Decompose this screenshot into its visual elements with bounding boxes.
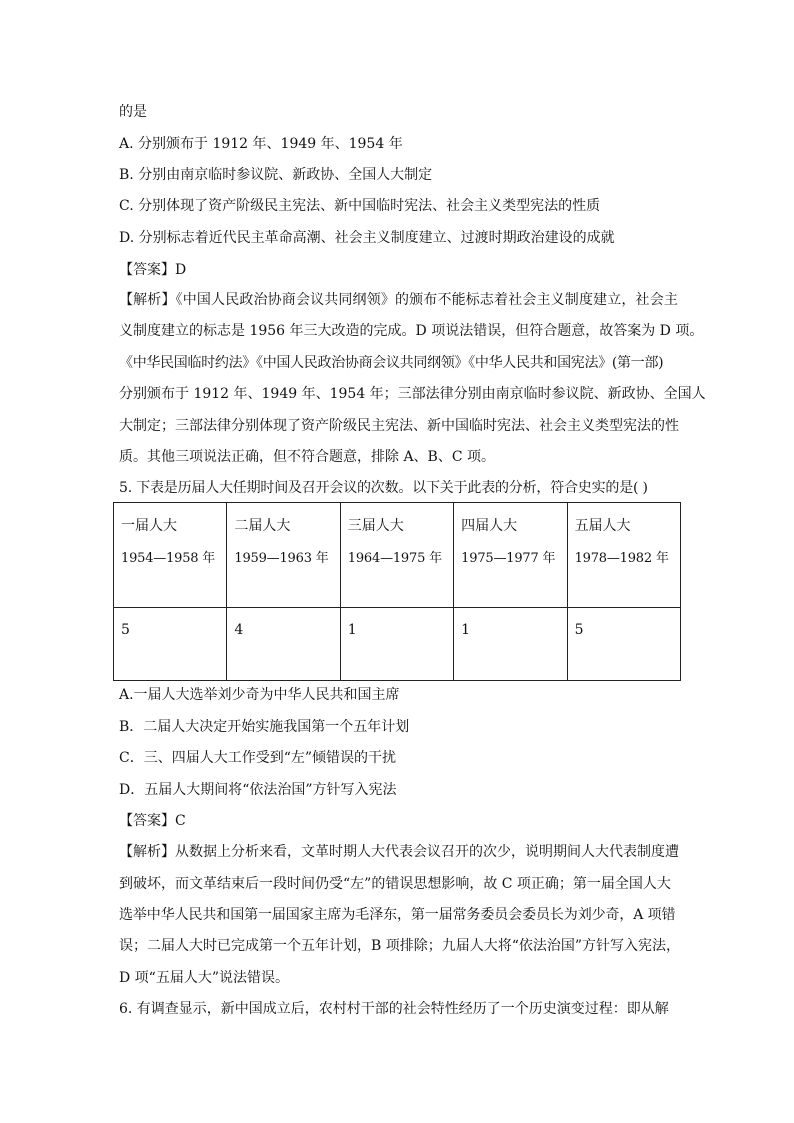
- q5-analysis-line: 误；二届人大时已完成第一个五年计划，B 项排除；九届人大将“依法治国”方针写入宪法，: [119, 938, 681, 954]
- table-cell: [567, 608, 680, 681]
- q4-analysis-line: 大制定；三部法律分别体现了资产阶级民主宪法、新中国临时宪法、社会主义类型宪法的性: [119, 418, 679, 434]
- q4-option-c: C. 分别体现了资产阶级民主宪法、新中国临时宪法、社会主义类型宪法的性质: [119, 198, 601, 214]
- table-header-cell: [114, 503, 227, 608]
- npc-term-name: 一届人大: [121, 518, 177, 534]
- npc-term-name: 四届人大: [461, 518, 518, 534]
- table-cell: [340, 608, 453, 681]
- q5-option-c: C．三、四届人大工作受到“左”倾错误的干扰: [119, 750, 397, 766]
- q5-answer: 【答案】C: [119, 813, 186, 829]
- table-cell: [114, 608, 227, 681]
- table-header-row: [114, 503, 681, 608]
- q5-analysis-line: 到破坏，而文革结束后一段时间仍受“左”的错误思想影响，故 C 项正确；第一届全国人大: [119, 876, 671, 892]
- npc-term-years: 1964—1975 年: [347, 551, 442, 566]
- npc-term-name: 二届人大: [234, 518, 291, 534]
- q4-option-b: B. 分别由南京临时参议院、新政协、全国人大制定: [119, 167, 433, 183]
- npc-term-name: 五届人大: [574, 518, 631, 534]
- table-value-row: [114, 608, 681, 681]
- q4-option-a: A. 分别颁布于 1912 年、1949 年、1954 年: [119, 136, 403, 152]
- npc-term-years: 1959—1963 年: [234, 551, 329, 566]
- q4-answer: 【答案】D: [119, 262, 187, 278]
- q4-analysis-line: 《中华民国临时约法》《中国人民政治协商会议共同纲领》《中华人民共和国宪法》(第一部): [119, 355, 664, 371]
- session-count: 1: [347, 622, 357, 638]
- q5-analysis-line: 选举中华人民共和国第一届国家主席为毛泽东，第一届常务委员会委员长为刘少奇，A 项错: [119, 907, 676, 923]
- q4-analysis-line: 义制度建立的标志是 1956 年三大改造的完成。D 项说法错误，但符合题意，故答案为 D 项。: [119, 323, 704, 339]
- session-count: 5: [121, 622, 130, 638]
- npc-term-years: 1975—1977 年: [461, 551, 556, 566]
- table-header-cell: [340, 503, 453, 608]
- q4-analysis-line: 【解析】《中国人民政治协商会议共同纲领》的颁布不能标志着社会主义制度建立，社会主: [119, 292, 678, 308]
- q6-stem: 6. 有调查显示，新中国成立后，农村村干部的社会特性经历了一个历史演变过程：即从解: [119, 1001, 669, 1017]
- session-count: 4: [234, 622, 244, 638]
- table-cell: [454, 608, 567, 681]
- table-header-cell: [227, 503, 340, 608]
- q5-option-d: D．五届人大期间将“依法治国”方针写入宪法: [119, 782, 397, 798]
- q5-analysis-line: D 项“五届人大”说法错误。: [119, 970, 289, 986]
- q4-analysis-line: 分别颁布于 1912 年、1949 年、1954 年；三部法律分别由南京临时参议院、新政协、全国人: [119, 386, 706, 402]
- session-count: 5: [574, 622, 584, 638]
- table-header-cell: [567, 503, 680, 608]
- q5-analysis-line: 【解析】从数据上分析来看，文革时期人大代表会议召开的次少，说明期间人大代表制度遭: [119, 844, 679, 860]
- npc-sessions-table: [113, 502, 681, 681]
- q5-option-b: B．二届人大决定开始实施我国第一个五年计划: [119, 719, 410, 735]
- npc-term-years: 1954—1958 年: [121, 551, 216, 566]
- session-count: 1: [461, 622, 471, 638]
- table-cell: [227, 608, 340, 681]
- question-fragment: 的是: [119, 104, 147, 120]
- q4-option-d: D. 分别标志着近代民主革命高潮、社会主义制度建立、过渡时期政治建设的成就: [119, 230, 615, 246]
- npc-term-name: 三届人大: [347, 518, 404, 534]
- npc-term-years: 1978—1982 年: [574, 551, 669, 566]
- q5-stem: 5. 下表是历届人大任期时间及召开会议的次数。以下关于此表的分析，符合史实的是( ): [119, 480, 648, 496]
- q5-option-a: A.一届人大选举刘少奇为中华人民共和国主席: [119, 687, 400, 703]
- table-header-cell: [454, 503, 567, 608]
- q4-analysis-line: 质。其他三项说法正确，但不符合题意，排除 A、B、C 项。: [119, 449, 496, 465]
